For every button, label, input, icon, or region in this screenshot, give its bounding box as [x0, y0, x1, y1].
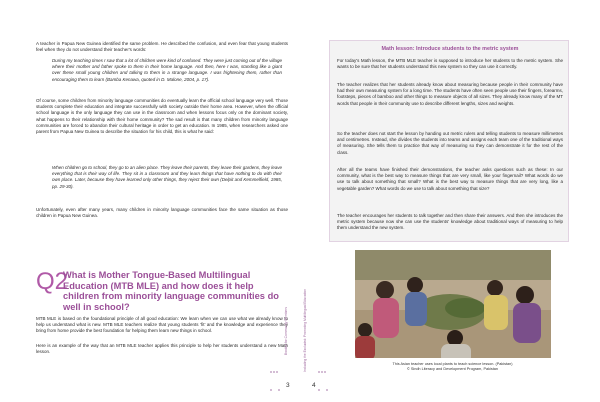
question-heading: What is Mother Tongue-Based Multilingual Education (MTB MLE) and how does it help children from minority language communities do well in school? [63, 270, 279, 312]
decorative-dots-left [270, 360, 280, 402]
decorative-dots-right [318, 360, 328, 402]
box-paragraph-2: The teacher realizes that her students already know about measuring because people in their community have had their own measuring system for a long time. The students have often seen people use their fingers, forearms, footsteps, pieces of bamboo and other things to measure objects of all sizes. They already know many of the MT words that people in their community use to describe different lengths, sizes and weights. [337, 82, 563, 106]
photo-caption [330, 362, 575, 372]
quote-1: During my teaching times I saw that a lot of children were kind of confused. They were just coming out of the village where their mother and father spoke to them in their home language. And then, here I was, standing like a giant over these small young children and talking to them in a strange language. I was frightening them, rather than encouraging them to learn (Bamba Kenawa, quoted in D. Malone, 2004, p. 17). [52, 58, 282, 82]
paragraph-1: A teacher in Papua New Guinea identified the same problem. He described the confusion, and even fear that young students feel when they do not understand their teacher's words: [36, 41, 288, 53]
side-text-right: Including the Excluded: Promoting Multilingual Education [303, 288, 307, 372]
box-paragraph-4: After all the teams have finished their demonstrations, the teacher asks questions such as these: In our community, what is the best way to measure things that are very small, like your fingernail? What words do we use to talk about something that small? What is the best way to measure things that are very long, like a vegetable garden? What words do we use to talk about something that size? [337, 167, 563, 191]
paragraph-5: Here is an example of the way that an MTB MLE teacher applies this principle to help her students understand a new Math lesson. [36, 343, 288, 355]
box-paragraph-1: For today's Math lesson, the MTB MLE teacher is supposed to introduce her students to the metric system. She wants to be sure that her students understand this new system so they can use it correctly. [337, 58, 563, 70]
caption-credit: © Sindh Literacy and Development Program, Pakistan [406, 367, 499, 371]
side-text-left: Booklet for Community Members [284, 306, 288, 355]
box-title: Math lesson: Introduce students to the metric system [381, 46, 519, 52]
photo-illustration [355, 250, 551, 358]
quote-2: When children go to school, they go to an alien place. They leave their parents, they leave their gardens, they leave everything that is their way of life. They sit in a classroom and they learn things that have nothing to do with their own place. Later, because they have learned only other things, they reject their own (Delpit and Kemmelfield, 1985, pp. 29-30). [52, 165, 282, 189]
box-paragraph-5: The teacher encourages her students to talk together and then share their answers. And then she introduces the metric system because now she can use the students' knowledge about traditional ways of measuring to help them understand the new system. [337, 213, 563, 231]
box-paragraph-3: So the teacher does not start the lesson by handing out metric rulers and telling students to measure millimetres and centimetres. Instead, she divides the students into teams and assigns each team one of the traditional ways of measuring. She tells them to practice that way of measuring so they can demonstrate it for the rest of the class. [337, 131, 563, 155]
paragraph-2: Of course, some children from minority language communities do eventually learn the official school language very well. Those students complete their education and integrate successfully with society outside their home area. However, when the official school language is the only language they can use in the classroom and when lessons focus only on the dominant society, what happens to their relationship with their home community? The sad result is that many children from minority language communities are forced to abandon their cultural heritage in order to get an education. In 1985, when researchers asked one parent from Papua New Guinea to describe the situation for his child, this is what he said: [36, 98, 288, 135]
page-number-left: 3 [286, 382, 290, 389]
paragraph-4: MTB MLE is based on the foundational principle of all good education: We learn when we can use what we already know to help us understand what is new. MTB MLE teachers realize that young students ‘fit’ and the knowledge and experience they bring from home provide the best foundation for helping them learn new things in school. [36, 316, 288, 334]
math-lesson-box [329, 40, 569, 242]
question-number: Q2 [36, 268, 69, 295]
page-number-right: 4 [312, 382, 316, 389]
caption-line-1: This Asian teacher uses local plants to teach science lesson. (Pakistan) [392, 362, 513, 366]
paragraph-3: Unfortunately, even after many years, many children in minority language communities face the same situation as those children in Papua New Guinea. [36, 207, 288, 219]
classroom-photo [355, 250, 551, 358]
